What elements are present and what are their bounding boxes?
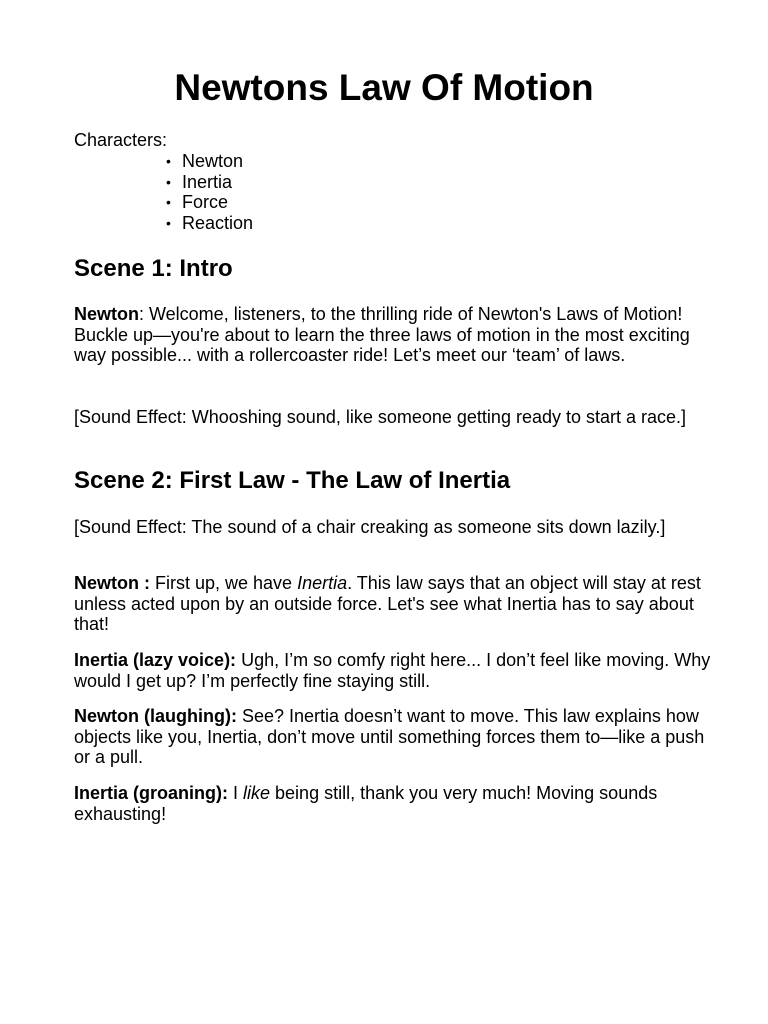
bullet-icon: • xyxy=(166,194,171,211)
list-item: • Inertia xyxy=(166,171,233,192)
bullet-icon: • xyxy=(166,173,171,190)
scene-1-heading: Scene 1: Intro xyxy=(74,255,233,282)
characters-label: Characters: xyxy=(74,130,168,150)
speaker-label: Newton (laughing): xyxy=(74,706,237,726)
bullet-icon: • xyxy=(166,215,171,232)
list-item: • Newton xyxy=(166,151,244,171)
dialogue-text: : Welcome, listeners, to the thrilling ride of Newton's Laws of Motion! Buckle up—you're about to learn the three laws of motion in the most exciting way possible... with a rollercoaster ride! Let’s meet our ‘team’ of laws. xyxy=(74,304,690,366)
scene-2-newton-laughing-line xyxy=(74,706,714,768)
emphasis-text: Inertia xyxy=(297,573,348,593)
speaker-label: Inertia (groaning): xyxy=(74,783,228,803)
dialogue-text: Ugh, I’m so comfy right here... I don’t feel like moving. Why would I get up? I’m perfectly fine staying still. xyxy=(74,650,711,691)
scene-2-newton-line: Newton : First up, we have Inertia. This law says that an object will stay at rest unless acted upon by an outside force. Let's see what Inertia has to say about that! xyxy=(74,573,701,635)
list-item: • Force xyxy=(166,192,229,213)
scene-2-sound-effect: [Sound Effect: The sound of a chair creaking as someone sits down lazily.] xyxy=(74,517,666,537)
emphasis-text: like xyxy=(243,783,271,803)
speaker-label: Newton xyxy=(74,304,139,324)
list-item: • Reaction xyxy=(166,213,254,234)
scene-2-inertia-line xyxy=(74,650,714,691)
scene-1-sound-effect: [Sound Effect: Whooshing sound, like someone getting ready to start a race.] xyxy=(74,407,687,427)
scene-2-heading: Scene 2: First Law - The Law of Inertia xyxy=(74,467,511,494)
characters-list xyxy=(166,151,253,234)
speaker-label: Inertia (lazy voice): xyxy=(74,650,237,670)
document-title: Newtons Law Of Motion xyxy=(174,67,594,108)
speaker-label: Newton : xyxy=(74,573,150,593)
scene-1-newton-line xyxy=(74,304,714,366)
bullet-icon: • xyxy=(166,153,171,169)
scene-2-inertia-groaning-line: Inertia (groaning): I like being still, thank you very much! Moving sounds exhausting! xyxy=(74,783,658,824)
dialogue-text: See? Inertia doesn’t want to move. This law explains how objects like you, Inertia, don’t move until something forces them to—like a push or a pull. xyxy=(74,706,705,768)
